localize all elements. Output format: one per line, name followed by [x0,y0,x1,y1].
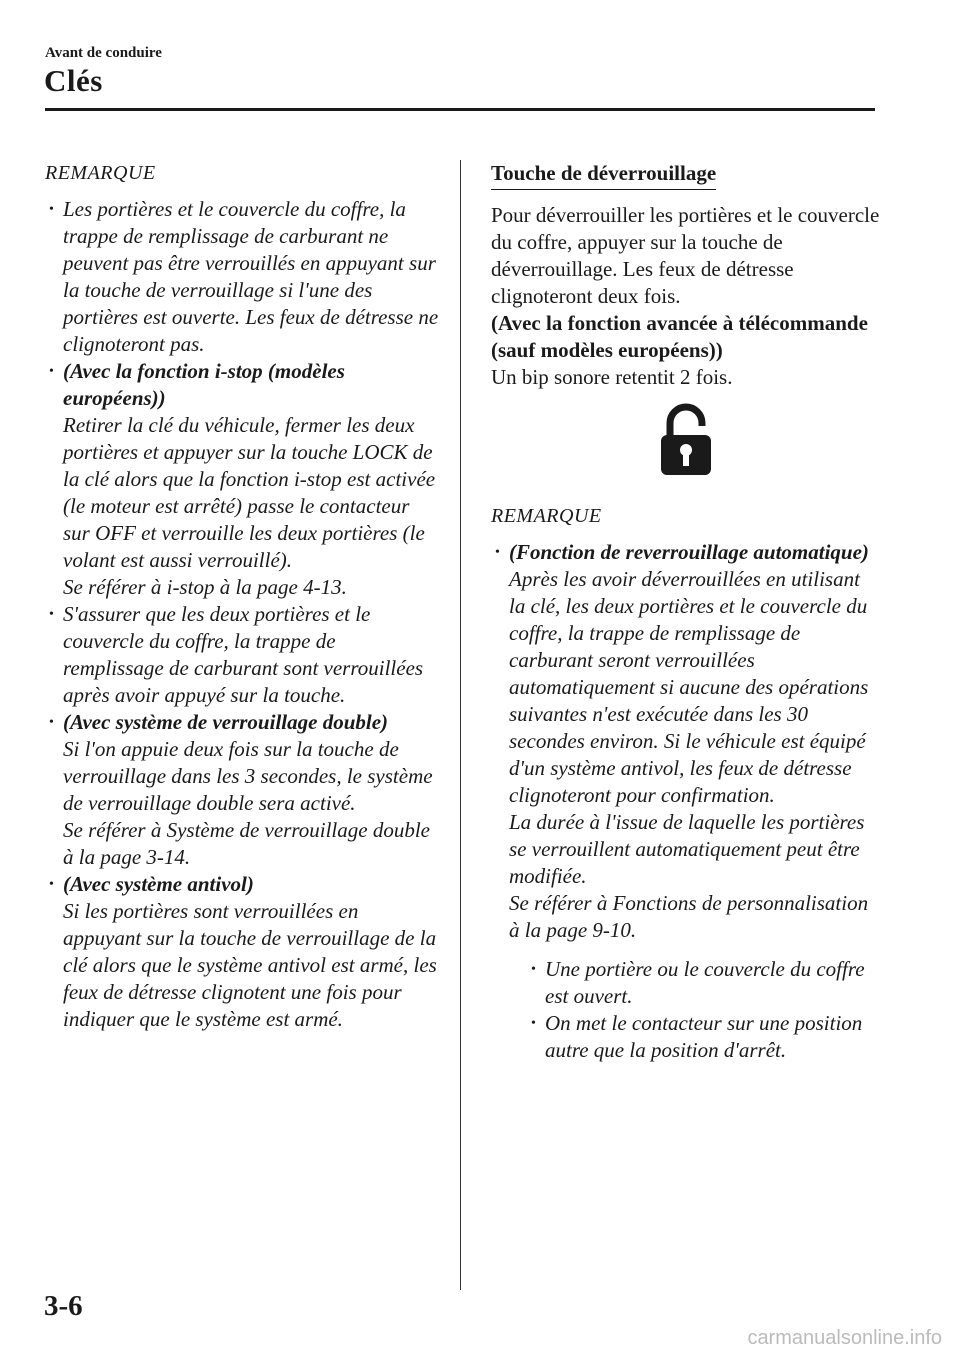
list-item [491,539,881,1064]
section-label: Avant de conduire [45,45,162,61]
bullet-text: Si l'on appuie deux fois sur la touche de verrouillage dans les 3 secondes, le système de verrouillage double sera activé. [63,737,433,815]
beep-text: Un bip sonore retentit 2 fois. [491,365,733,389]
bullet-text: Après les avoir déverrouillées en utilisant la clé, les deux portières et le couvercle du coffre, la trappe de remplissage de carburant seront verrouillées automatiquement si aucune des opérations suivantes n'est exécutée dans les 30 secondes environ. Si le véhicule est équipé d'un système antivol, les feux de détresse clignoteront pour confirmation. [509,567,869,807]
list-item [45,196,440,358]
bullet-text: Retirer la clé du véhicule, fermer les deux portières et appuyer sur la touche LOCK de la clé alors que la fonction i-stop est activée (le moteur est arrêté) passe le contacteur sur OFF et verrouille les deux portières (le volant est aussi verrouillé). [63,413,436,572]
bullet-text: Si les portières sont verrouillées en appuyant sur la touche de verrouillage de la clé alors que le système antivol est armé, les feux de détresse clignotent une fois pour indiquer que le système est armé. [63,899,437,1031]
unlock-paragraph: Pour déverrouiller les portières et le couvercle du coffre, appuyer sur la touche de déverrouillage. Les feux de détresse clignoteront deux fois. [491,203,880,308]
list-item [45,601,440,709]
list-item [45,709,440,871]
sub-list [509,956,881,1064]
bullet-reference: Se référer à Fonctions de personnalisation à la page 9-10. [509,891,869,942]
condition-text: (Avec la fonction avancée à télécommande (sauf modèles européens)) [491,311,868,362]
bullet-reference: Se référer à i-stop à la page 4-13. [63,575,347,599]
sub-bullet-text: On met le contacteur sur une position autre que la position d'arrêt. [545,1011,863,1062]
bullet-title: • (Avec la fonction i-stop (modèles européens)) [63,359,345,410]
unlock-icon-wrap [491,403,881,477]
watermark: carmanualsonline.info [747,1327,942,1349]
note-list [45,196,440,1033]
bullet-title: • (Avec système de verrouillage double) [63,710,389,734]
bullet-title: • (Fonction de reverrouillage automatique) [509,540,869,564]
page-title: Clés [44,63,103,98]
sub-list-item [527,1010,881,1064]
bullet-reference: Se référer à Système de verrouillage double à la page 3-14. [63,818,430,869]
unlock-icon [658,403,714,477]
note-heading: REMARQUE [45,162,156,184]
left-column [45,160,440,1033]
header-rule [45,108,875,111]
column-divider [460,160,461,1290]
bullet-text: • Les portières et le couvercle du coffre, la trappe de remplissage de carburant ne peuvent pas être verrouillés en appuyant sur la touche de verrouillage si l'une des portières est ouverte. Les feux de détresse ne clignoteront pas. [63,197,439,356]
sub-bullet-text: Une portière ou le couvercle du coffre est ouvert. [545,957,865,1008]
bullet-text: • S'assurer que les deux portières et le couvercle du coffre, la trappe de remplissage de carburant sont verrouillées après avoir appuyé sur la touche. [63,602,424,707]
list-item [45,358,440,601]
sub-list-item [527,956,881,1010]
page-number: 3-6 [44,1290,83,1322]
bullet-title: • (Avec système antivol) [63,872,254,896]
bullet-text: La durée à l'issue de laquelle les portières se verrouillent automatiquement peut être modifiée. [509,810,865,888]
right-column [491,160,881,1064]
note-heading: REMARQUE [491,505,602,527]
note-list [491,539,881,1064]
list-item [45,871,440,1033]
unlock-button-heading: Touche de déverrouillage [491,160,716,190]
